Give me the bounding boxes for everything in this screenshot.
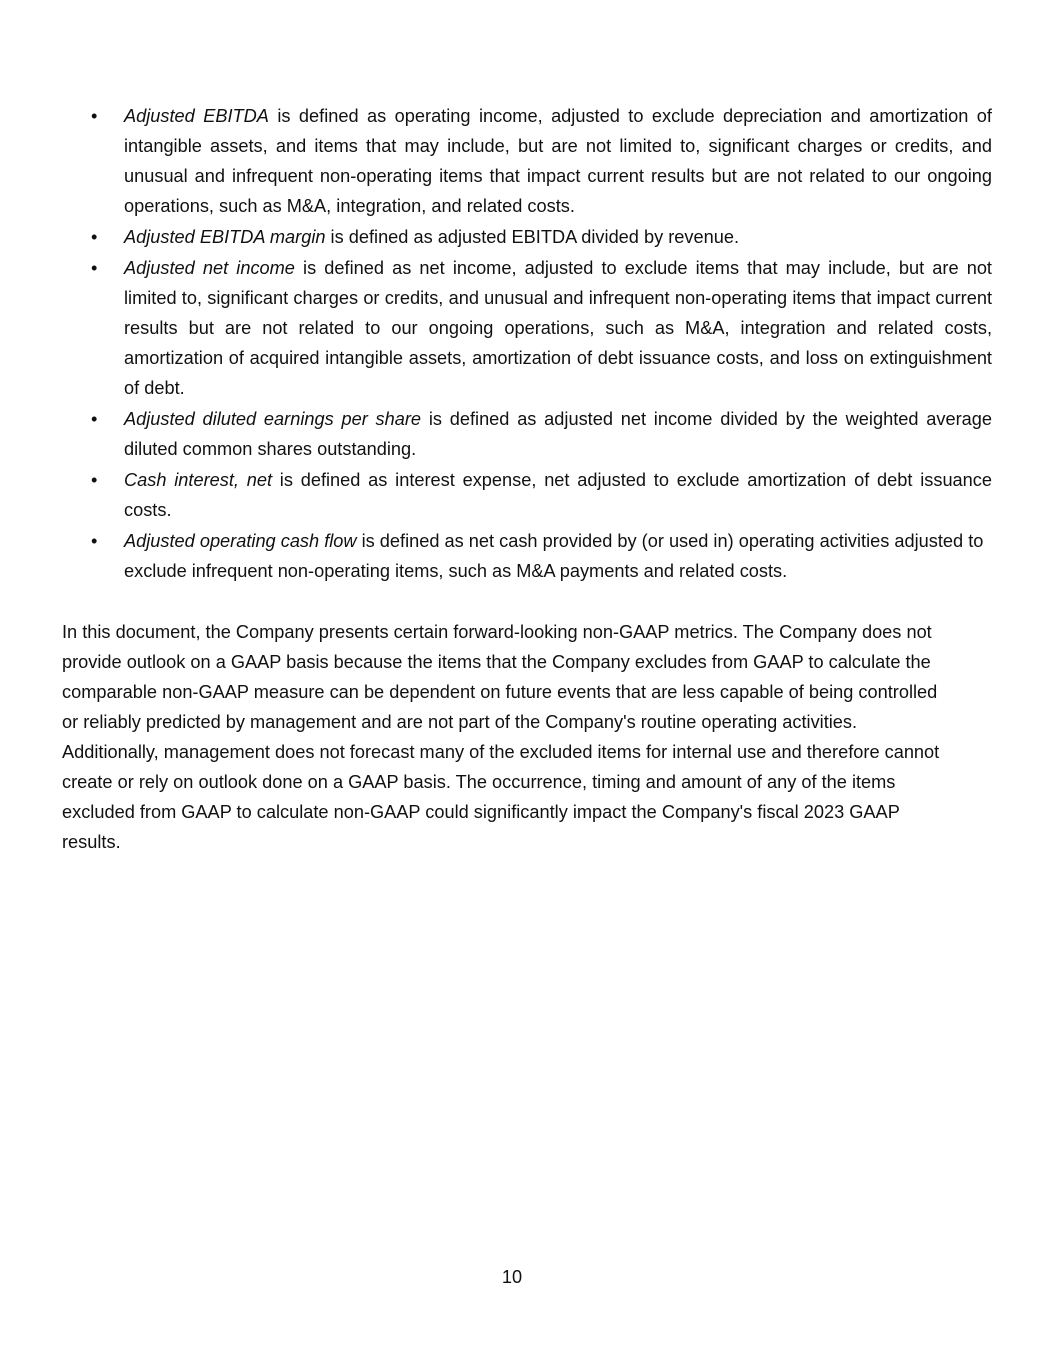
definition-item-adjusted-ebitda-margin — [0, 222, 1055, 252]
bullet-icon: • — [91, 409, 98, 429]
paragraph-line: excluded from GAAP to calculate non-GAAP could significantly impact the Company's fiscal 2023 GAAP — [62, 802, 900, 822]
definition-term: Adjusted diluted earnings per share — [124, 409, 422, 429]
definition-term: Cash interest, net — [124, 470, 273, 490]
definition-body: is defined as adjusted EBITDA divided by revenue. — [325, 227, 740, 247]
definition-text — [124, 101, 992, 221]
paragraph-line: comparable non-GAAP measure can be dependent on future events that are less capable of being controlled — [62, 682, 938, 702]
definition-text — [124, 222, 992, 252]
definition-term: Adjusted net income — [124, 258, 295, 278]
definition-item-adjusted-net-income — [0, 253, 1055, 403]
paragraph-line: provide outlook on a GAAP basis because the items that the Company excludes from GAAP to calculate the — [62, 652, 931, 672]
definition-term: Adjusted operating cash flow — [124, 531, 357, 551]
bullet-icon: • — [91, 258, 98, 278]
definition-body: is defined as adjusted net income divided by the weighted average diluted common shares outstanding. — [124, 409, 992, 459]
definition-item-adjusted-diluted-eps — [0, 404, 1055, 464]
paragraph-line: results. — [62, 832, 121, 852]
definition-text — [124, 465, 992, 525]
definition-text — [124, 526, 992, 586]
forward-looking-metrics-paragraph — [62, 617, 992, 857]
bullet-icon: • — [91, 470, 98, 490]
definition-body: is defined as net income, adjusted to exclude items that may include, but are not limited to, significant charges or credits, and unusual and infrequent non-operating items that impact current results but are not related to our ongoing operations, such as M&A, integration and related costs, amortization of acquired intangible assets, amortization of debt issuance costs, and loss on extinguishment of debt. — [124, 258, 992, 398]
definition-term: Adjusted EBITDA — [124, 106, 269, 126]
definition-term: Adjusted EBITDA margin — [124, 227, 326, 247]
definition-text — [124, 404, 992, 464]
paragraph-line: create or rely on outlook done on a GAAP basis. The occurrence, timing and amount of any of the items — [62, 772, 896, 792]
paragraph-line: In this document, the Company presents certain forward-looking non-GAAP metrics. The Company does not — [62, 622, 932, 642]
non-gaap-definitions-list — [0, 101, 1055, 587]
definition-text — [124, 253, 992, 403]
paragraph-line: or reliably predicted by management and are not part of the Company's routine operating activities. — [62, 712, 858, 732]
definition-body: is defined as operating income, adjusted to exclude depreciation and amortization of intangible assets, and items that may include, but are not limited to, significant charges or credits, and unusual and infrequent non-operating items that impact current results but are not related to our ongoing operations, such as M&A, integration, and related costs. — [124, 106, 992, 216]
bullet-icon: • — [91, 106, 98, 126]
definition-item-cash-interest-net — [0, 465, 1055, 525]
definition-item-adjusted-ebitda — [0, 101, 1055, 221]
bullet-icon: • — [91, 227, 98, 247]
page-number: 10 — [501, 1267, 523, 1287]
definition-body: is defined as net cash provided by (or used in) operating activities adjusted to exclude infrequent non-operating items, such as M&A payments and related costs. — [124, 531, 984, 581]
bullet-icon: • — [91, 531, 98, 551]
paragraph-line: Additionally, management does not forecast many of the excluded items for internal use and therefore cannot — [62, 742, 940, 762]
definition-body: is defined as interest expense, net adjusted to exclude amortization of debt issuance costs. — [124, 470, 992, 520]
definition-item-adjusted-operating-cash-flow — [0, 526, 1055, 586]
